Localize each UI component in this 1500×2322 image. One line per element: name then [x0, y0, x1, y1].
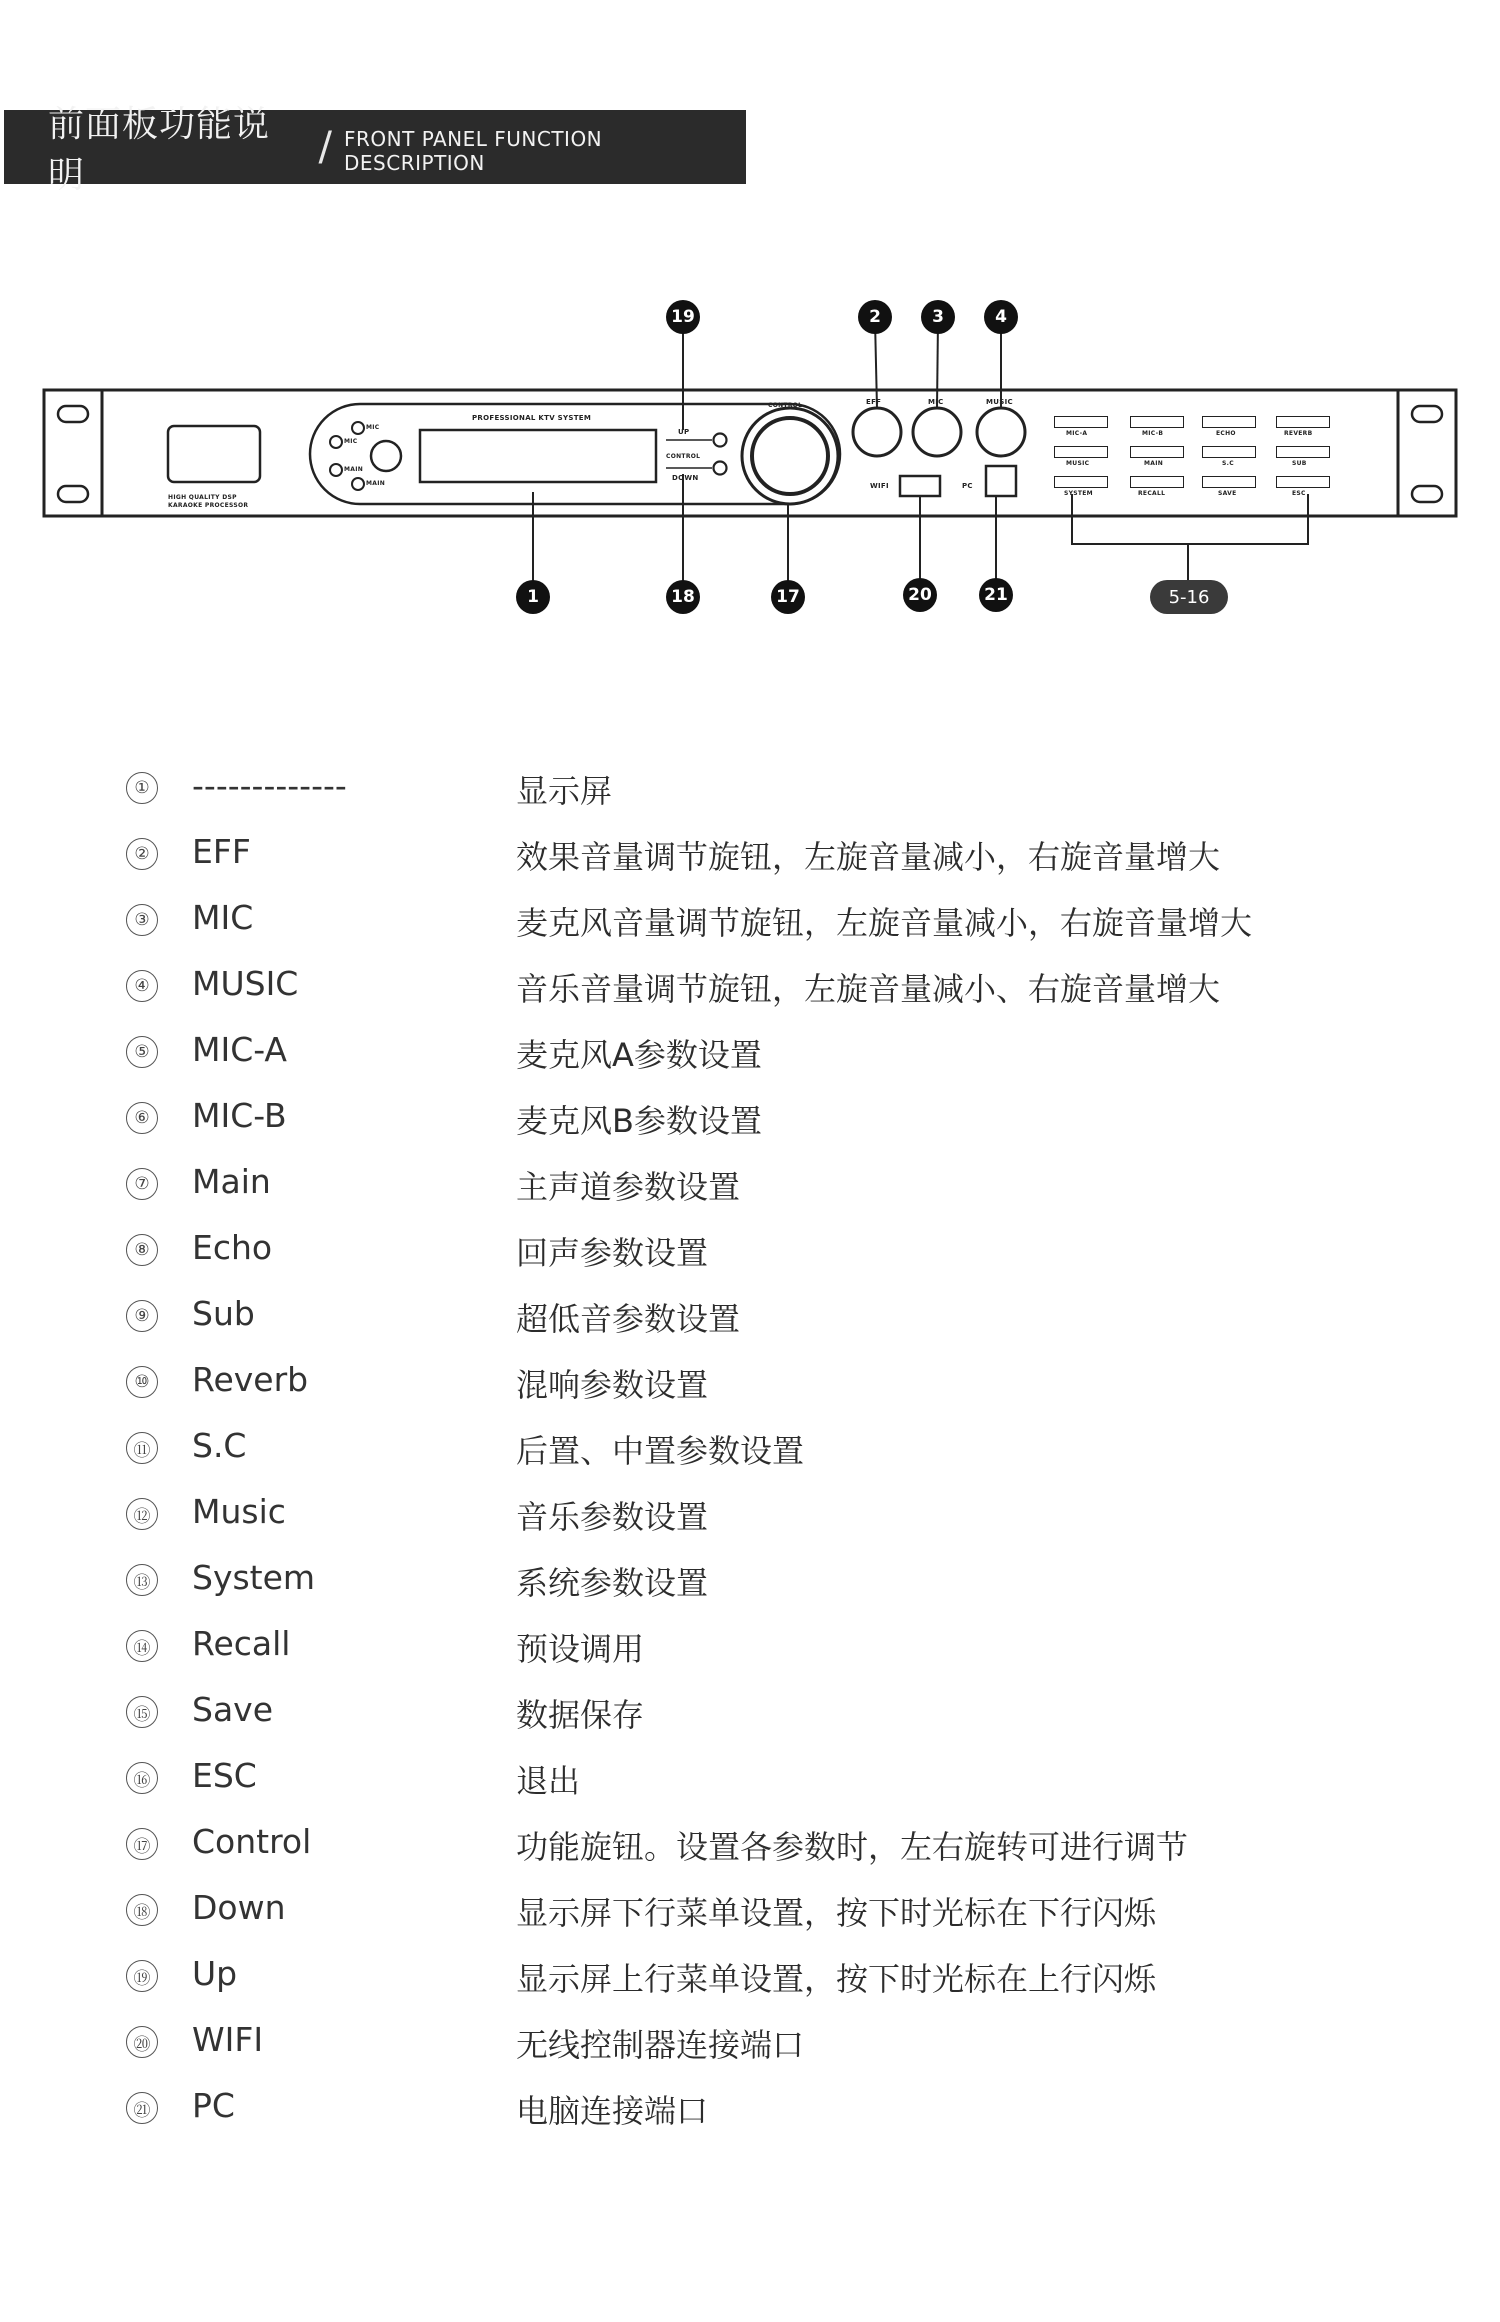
list-item [0, 1750, 1500, 1816]
item-number: ⑰ [126, 1828, 158, 1860]
front-panel-diagram [0, 280, 1500, 640]
music-button-label: MUSIC [1066, 460, 1090, 467]
item-number: ⑭ [126, 1630, 158, 1662]
eff-knob [853, 408, 901, 456]
rack-hole [58, 406, 88, 422]
list-item [0, 1684, 1500, 1750]
item-key: Sub [192, 1294, 255, 1333]
title-separator: / [318, 124, 333, 170]
list-item [0, 1948, 1500, 2014]
esc-button-label: ESC [1292, 490, 1306, 497]
list-item [0, 1354, 1500, 1420]
item-number: ⑱ [126, 1894, 158, 1926]
callout-4: 4 [984, 300, 1018, 334]
callout-3: 3 [921, 300, 955, 334]
callout-17: 17 [771, 580, 805, 614]
main-button [1130, 446, 1184, 458]
brand-line-1: HIGH QUALITY DSP [168, 494, 237, 501]
wifi-label: WIFI [870, 482, 889, 490]
music-button [1054, 446, 1108, 458]
list-item [0, 1024, 1500, 1090]
rack-hole [1412, 406, 1442, 422]
list-item [0, 1090, 1500, 1156]
item-key: EFF [192, 832, 251, 871]
item-description: 电脑连接端口 [516, 2092, 709, 2130]
sub-button-label: SUB [1292, 460, 1307, 467]
section-title-en: FRONT PANEL FUNCTION DESCRIPTION [344, 127, 603, 175]
list-item [0, 1156, 1500, 1222]
led [352, 478, 364, 490]
item-key: Recall [192, 1624, 291, 1663]
echo-button-label: ECHO [1216, 430, 1236, 437]
item-number: ⑬ [126, 1564, 158, 1596]
item-description: 预设调用 [516, 1630, 645, 1668]
list-item [0, 760, 1500, 826]
item-number: ⑧ [126, 1234, 158, 1266]
sc-button-label: S.C [1222, 460, 1234, 467]
wifi-port [900, 476, 940, 496]
callout-20: 20 [903, 578, 937, 612]
down-label: DOWN [672, 474, 699, 482]
list-item [0, 892, 1500, 958]
save-button-label: SAVE [1218, 490, 1237, 497]
callout-18: 18 [666, 580, 700, 614]
item-number: ④ [126, 970, 158, 1002]
led-label: MIC [366, 424, 380, 431]
item-number: ⑪ [126, 1432, 158, 1464]
item-key: Reverb [192, 1360, 309, 1399]
list-item [0, 2080, 1500, 2146]
logo-box [168, 426, 260, 482]
mic-a-button [1054, 416, 1108, 428]
item-key: Music [192, 1492, 286, 1531]
item-key: System [192, 1558, 316, 1597]
item-description: 系统参数设置 [516, 1564, 709, 1602]
item-description: 音乐音量调节旋钮，左旋音量减小、右旋音量增大 [516, 970, 1221, 1008]
sub-button [1276, 446, 1330, 458]
item-description: 无线控制器连接端口 [516, 2026, 805, 2064]
item-key: MIC-B [192, 1096, 287, 1135]
rack-hole [1412, 486, 1442, 502]
control-knob [752, 418, 828, 494]
item-key: ------------- [192, 766, 347, 805]
section-header-banner [4, 104, 746, 196]
item-number: ㉑ [126, 2092, 158, 2124]
echo-button [1202, 416, 1256, 428]
led-label: MIC [344, 438, 358, 445]
callout-19: 19 [666, 300, 700, 334]
pc-label: PC [962, 482, 973, 490]
led [352, 422, 364, 434]
item-number: ② [126, 838, 158, 870]
panel-drawing [0, 280, 1500, 640]
item-description: 后置、中置参数设置 [516, 1432, 805, 1470]
list-item [0, 1552, 1500, 1618]
panel-system-label: PROFESSIONAL KTV SYSTEM [472, 414, 592, 422]
mic-b-button [1130, 416, 1184, 428]
down-button-shape [714, 462, 727, 475]
item-key: PC [192, 2086, 235, 2125]
item-description: 退出 [516, 1762, 581, 1800]
sc-button [1202, 446, 1256, 458]
item-key: ESC [192, 1756, 257, 1795]
item-key: Control [192, 1822, 312, 1861]
led-label: MAIN [366, 480, 386, 487]
save-button [1202, 476, 1256, 488]
item-key: S.C [192, 1426, 247, 1465]
item-key: MIC [192, 898, 254, 937]
list-item [0, 826, 1500, 892]
eff-label: EFF [866, 398, 882, 406]
item-number: ⑦ [126, 1168, 158, 1200]
item-description: 麦克风B参数设置 [516, 1102, 762, 1140]
list-item [0, 1486, 1500, 1552]
item-number: ⑳ [126, 2026, 158, 2058]
rack-hole [58, 486, 88, 502]
brand-line-2: KARAOKE PROCESSOR [168, 502, 249, 509]
item-number: ⑮ [126, 1696, 158, 1728]
item-description: 效果音量调节旋钮，左旋音量减小，右旋音量增大 [516, 838, 1221, 876]
mic-knob [913, 408, 961, 456]
item-key: Echo [192, 1228, 273, 1267]
list-item [0, 1618, 1500, 1684]
led [330, 436, 342, 448]
control-knob-label: CONTROL [768, 402, 803, 409]
item-description: 主声道参数设置 [516, 1168, 741, 1206]
led-label: MAIN [344, 466, 364, 473]
reverb-button-label: REVERB [1284, 430, 1313, 437]
item-number: ⑩ [126, 1366, 158, 1398]
system-button [1054, 476, 1108, 488]
led [330, 464, 342, 476]
list-item [0, 1288, 1500, 1354]
item-key: MIC-A [192, 1030, 288, 1069]
item-description: 显示屏 [516, 772, 613, 810]
item-number: ⑫ [126, 1498, 158, 1530]
item-description: 显示屏下行菜单设置，按下时光标在下行闪烁 [516, 1894, 1157, 1932]
list-item [0, 1222, 1500, 1288]
item-number: ⑲ [126, 1960, 158, 1992]
item-description: 混响参数设置 [516, 1366, 709, 1404]
lcd-screen [420, 430, 656, 482]
list-item [0, 1816, 1500, 1882]
item-description: 回声参数设置 [516, 1234, 709, 1272]
up-button-shape [714, 434, 727, 447]
callout-21: 21 [979, 578, 1013, 612]
up-label: UP [678, 428, 690, 436]
item-number: ⑥ [126, 1102, 158, 1134]
item-number: ⑤ [126, 1036, 158, 1068]
item-description: 显示屏上行菜单设置，按下时光标在上行闪烁 [516, 1960, 1157, 1998]
esc-button [1276, 476, 1330, 488]
recall-button-label: RECALL [1138, 490, 1166, 497]
item-number: ① [126, 772, 158, 804]
item-description: 麦克风音量调节旋钮，左旋音量减小，右旋音量增大 [516, 904, 1253, 942]
item-description: 数据保存 [516, 1696, 645, 1734]
item-key: Down [192, 1888, 286, 1927]
item-key: Up [192, 1954, 238, 1993]
callout-range-5-16: 5-16 [1150, 580, 1228, 614]
callout-1: 1 [516, 580, 550, 614]
system-button-label: SYSTEM [1064, 490, 1093, 497]
main-button-label: MAIN [1144, 460, 1164, 467]
item-description: 功能旋钮。设置各参数时，左右旋转可进行调节 [516, 1828, 1189, 1866]
item-description: 超低音参数设置 [516, 1300, 741, 1338]
section-title-zh: 前面板功能说明 [48, 104, 271, 196]
mic-label: MIC [928, 398, 944, 406]
recall-button [1130, 476, 1184, 488]
item-number: ③ [126, 904, 158, 936]
ir-window [371, 441, 401, 471]
reverb-button [1276, 416, 1330, 428]
callout-2: 2 [858, 300, 892, 334]
music-label: MUSIC [986, 398, 1013, 406]
pc-port [986, 466, 1016, 496]
item-key: WIFI [192, 2020, 264, 2059]
music-knob [977, 408, 1025, 456]
mic-a-button-label: MIC-A [1066, 430, 1088, 437]
list-item [0, 1882, 1500, 1948]
list-item [0, 958, 1500, 1024]
list-item [0, 2014, 1500, 2080]
item-key: Main [192, 1162, 271, 1201]
item-number: ⑯ [126, 1762, 158, 1794]
item-number: ⑨ [126, 1300, 158, 1332]
control-small-label: CONTROL [666, 453, 701, 460]
item-description: 麦克风A参数设置 [516, 1036, 762, 1074]
item-key: Save [192, 1690, 274, 1729]
item-key: MUSIC [192, 964, 299, 1003]
list-item [0, 1420, 1500, 1486]
item-description: 音乐参数设置 [516, 1498, 709, 1536]
mic-b-button-label: MIC-B [1142, 430, 1164, 437]
